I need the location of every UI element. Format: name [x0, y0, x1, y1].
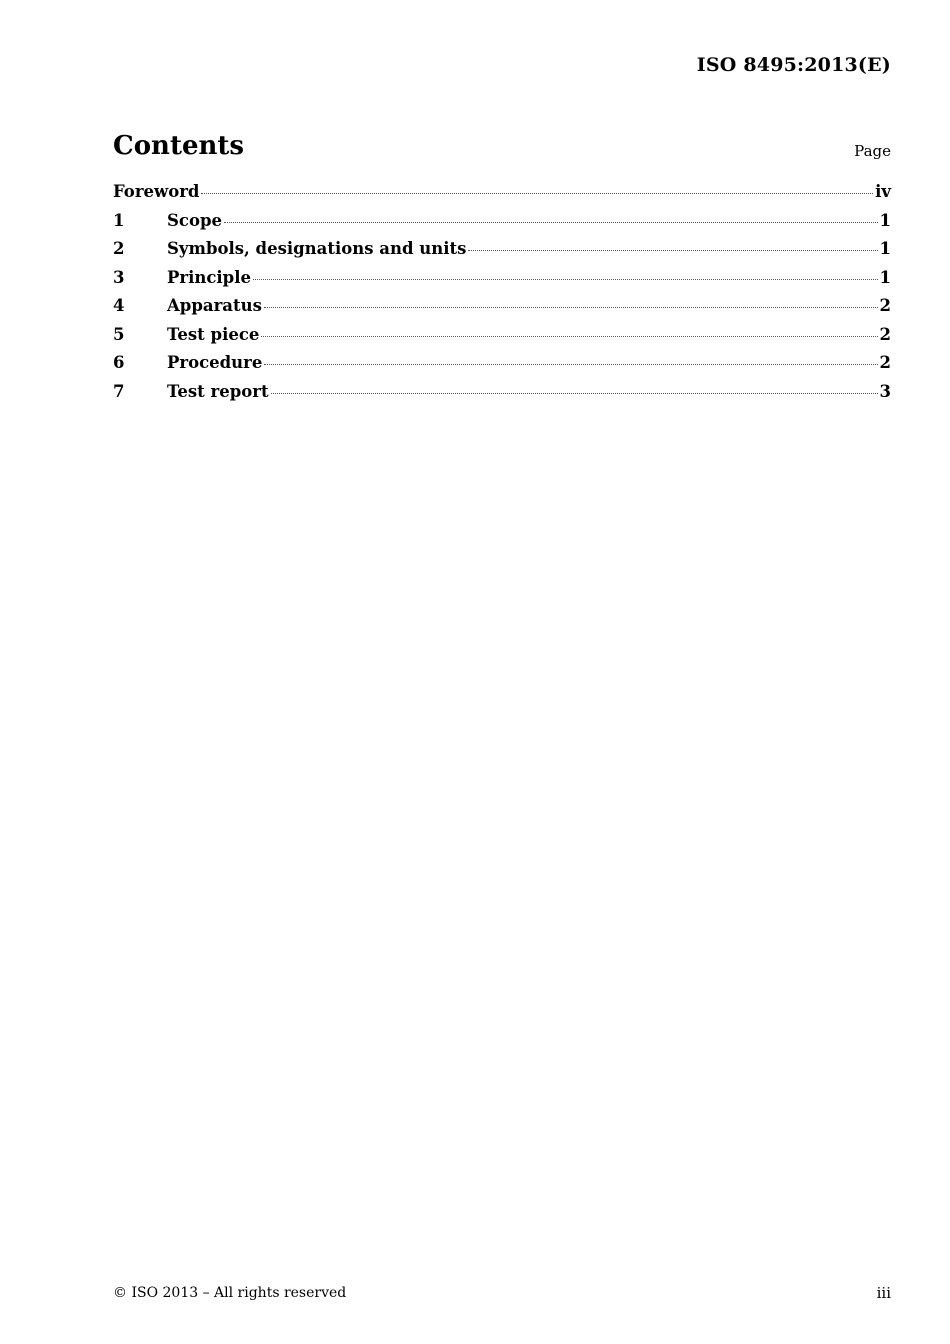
toc-entry-apparatus[interactable]	[113, 296, 891, 325]
toc-entry-page: 1	[879, 267, 891, 287]
table-of-contents	[113, 182, 891, 410]
copyright-notice: © ISO 2013 – All rights reserved	[113, 1285, 347, 1301]
toc-dot-leader	[264, 307, 878, 308]
toc-entry-page: 2	[879, 296, 891, 315]
document-id: ISO 8495:2013(E)	[696, 54, 891, 76]
toc-entry-number: 6	[113, 353, 125, 372]
toc-entry-number: 4	[113, 296, 125, 315]
contents-heading: Contents	[113, 131, 245, 161]
toc-entry-number: 2	[113, 239, 125, 258]
toc-entry-page: iv	[875, 182, 891, 201]
page-number: iii	[876, 1284, 891, 1302]
toc-entry-page: 2	[879, 353, 891, 372]
toc-entry-test-piece[interactable]	[113, 325, 891, 354]
toc-entry-title: Scope	[167, 210, 223, 230]
toc-entry-page: 3	[879, 381, 891, 401]
toc-entry-title: Apparatus	[167, 296, 262, 315]
toc-entry-number: 1	[113, 210, 125, 230]
toc-entry-test-report[interactable]	[113, 382, 891, 411]
toc-entry-principle[interactable]	[113, 268, 891, 297]
toc-entry-number: 7	[113, 381, 125, 401]
toc-entry-title: Test piece	[167, 324, 260, 344]
toc-entry-foreword[interactable]	[113, 182, 891, 211]
toc-entry-title: Foreword	[113, 182, 200, 201]
toc-entry-page: 1	[879, 210, 891, 230]
toc-dot-leader	[468, 250, 877, 251]
toc-entry-procedure[interactable]	[113, 353, 891, 382]
toc-entry-title: Test report	[167, 381, 269, 401]
toc-entry-page: 1	[879, 239, 891, 258]
toc-entry-page: 2	[879, 324, 891, 344]
toc-dot-leader	[261, 336, 877, 337]
toc-entry-scope[interactable]	[113, 211, 891, 240]
toc-dot-leader	[201, 193, 873, 194]
toc-entry-number: 3	[113, 267, 125, 287]
toc-dot-leader	[271, 393, 878, 394]
toc-entry-number: 5	[113, 324, 125, 344]
toc-entry-title: Symbols, designations and units	[167, 239, 467, 258]
toc-dot-leader	[253, 279, 878, 280]
page-column-label: Page	[854, 142, 891, 160]
toc-dot-leader	[224, 222, 878, 223]
toc-entry-title: Principle	[167, 267, 251, 287]
toc-dot-leader	[264, 364, 877, 365]
toc-entry-title: Procedure	[167, 353, 263, 372]
toc-entry-symbols[interactable]	[113, 239, 891, 268]
